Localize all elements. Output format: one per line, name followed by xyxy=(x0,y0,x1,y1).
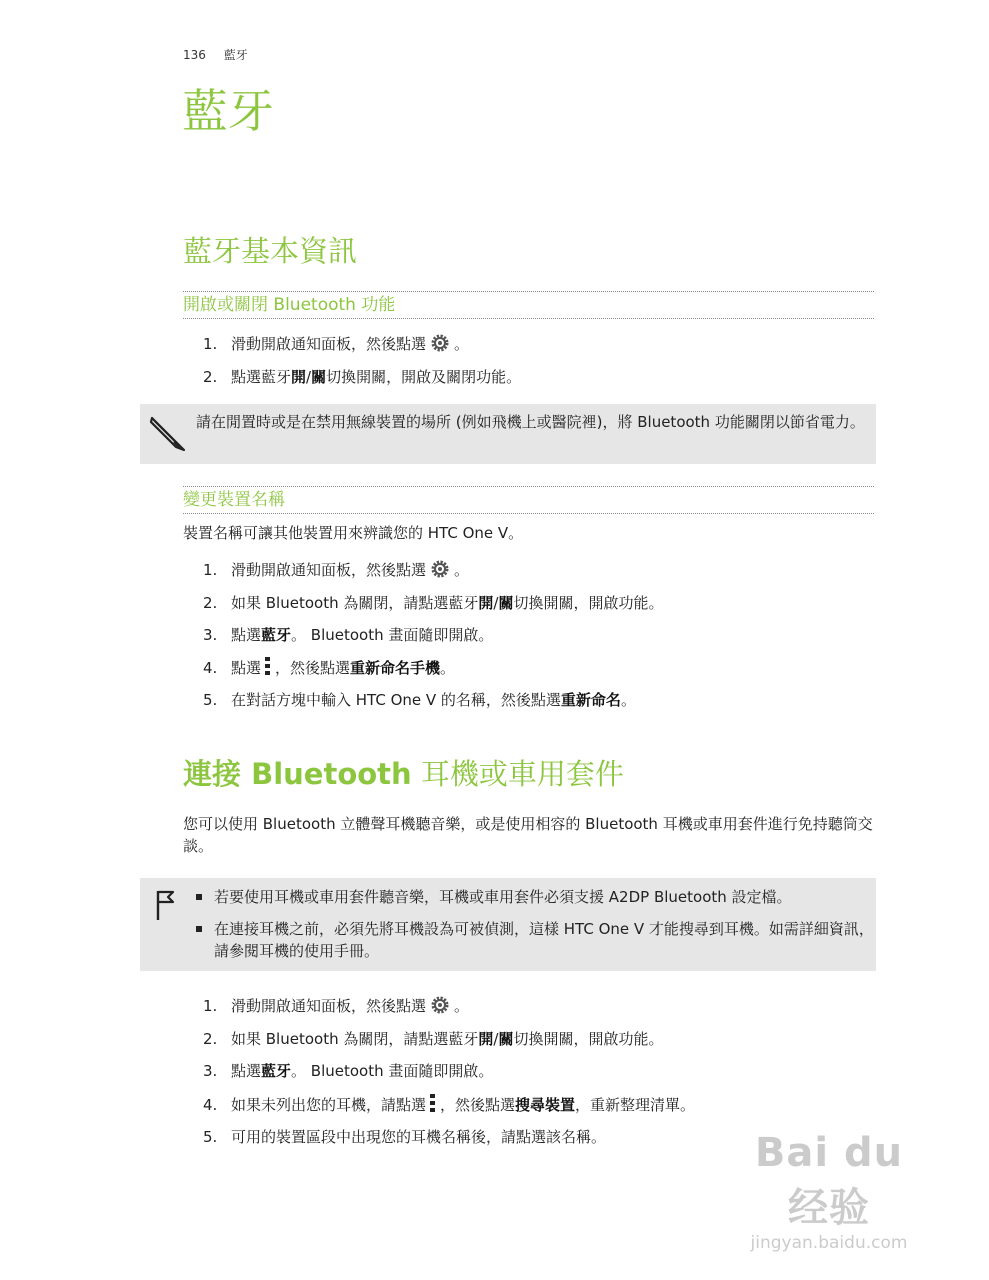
list-item: 1. 滑動開啟通知面板，然後點選 。 xyxy=(203,559,469,585)
list-item: 3. 點選藍牙。 Bluetooth 畫面隨即開啟。 xyxy=(203,1062,494,1080)
flag-icon xyxy=(154,888,176,926)
list-item: 5. 在對話方塊中輸入 HTC One V 的名稱，然後點選重新命名。 xyxy=(203,691,636,709)
chapter-title: 藍牙 xyxy=(182,84,274,138)
list-item: 2. 點選藍牙開/關切換開關，開啟及關閉功能。 xyxy=(203,368,522,386)
subsection-title-rename-device: 變更裝置名稱 xyxy=(183,486,874,514)
list-item: 2. 如果 Bluetooth 為關閉，請點選藍牙開/關切換開關，開啟功能。 xyxy=(203,594,664,612)
tip-bullet: 若要使用耳機或車用套件聽音樂，耳機或車用套件必須支援 A2DP Bluetooth 設定檔。 xyxy=(196,886,876,908)
subsection-title-toggle-bluetooth: 開啟或關閉 Bluetooth 功能 xyxy=(183,291,874,319)
baidu-watermark: Bai du 经验 jingyan.baidu.com xyxy=(750,1130,908,1253)
section-title-bluetooth-basics: 藍牙基本資訊 xyxy=(183,234,358,268)
tip-bullet: 在連接耳機之前，必須先將耳機設為可被偵測，這樣 HTC One V 才能搜尋到耳機。如需詳細資訊，請參閱耳機的使用手冊。 xyxy=(196,918,876,962)
settings-gear-icon xyxy=(430,559,450,585)
page-number: 136 xyxy=(183,48,206,62)
list-item: 4. 點選 ，然後點選重新命名手機。 xyxy=(203,656,455,682)
section-title-connect-headset: 連接 Bluetooth 耳機或車用套件 xyxy=(183,757,624,791)
running-head xyxy=(183,46,248,63)
settings-gear-icon xyxy=(430,995,450,1021)
list-item: 3. 點選藍牙。 Bluetooth 畫面隨即開啟。 xyxy=(203,626,494,644)
note-box xyxy=(140,404,876,464)
tip-box xyxy=(140,878,876,971)
list-item: 2. 如果 Bluetooth 為關閉，請點選藍牙開/關切換開關，開啟功能。 xyxy=(203,1030,664,1048)
note-text: 請在閒置時或是在禁用無線裝置的場所 (例如飛機上或醫院裡)，將 Bluetooth 功能關閉以節省電力。 xyxy=(196,413,865,431)
paragraph-headset-intro: 您可以使用 Bluetooth 立體聲耳機聽音樂，或是使用相容的 Bluetooth 耳機或車用套件進行免持聽筒交談。 xyxy=(183,815,873,855)
settings-gear-icon xyxy=(430,333,450,359)
paragraph-rename-intro: 裝置名稱可讓其他裝置用來辨識您的 HTC One V。 xyxy=(183,524,524,542)
menu-kebab-icon xyxy=(265,656,271,682)
list-item: 1. 滑動開啟通知面板，然後點選 。 xyxy=(203,995,469,1021)
list-item: 4. 如果未列出您的耳機，請點選 ，然後點選搜尋裝置，重新整理清單。 xyxy=(203,1093,695,1119)
pencil-icon xyxy=(148,412,186,456)
running-head-chapter: 藍牙 xyxy=(223,48,248,62)
list-item: 5. 可用的裝置區段中出現您的耳機名稱後，請點選該名稱。 xyxy=(203,1128,607,1146)
list-item: 1. 滑動開啟通知面板，然後點選 。 xyxy=(203,333,469,359)
menu-kebab-icon xyxy=(430,1093,436,1119)
